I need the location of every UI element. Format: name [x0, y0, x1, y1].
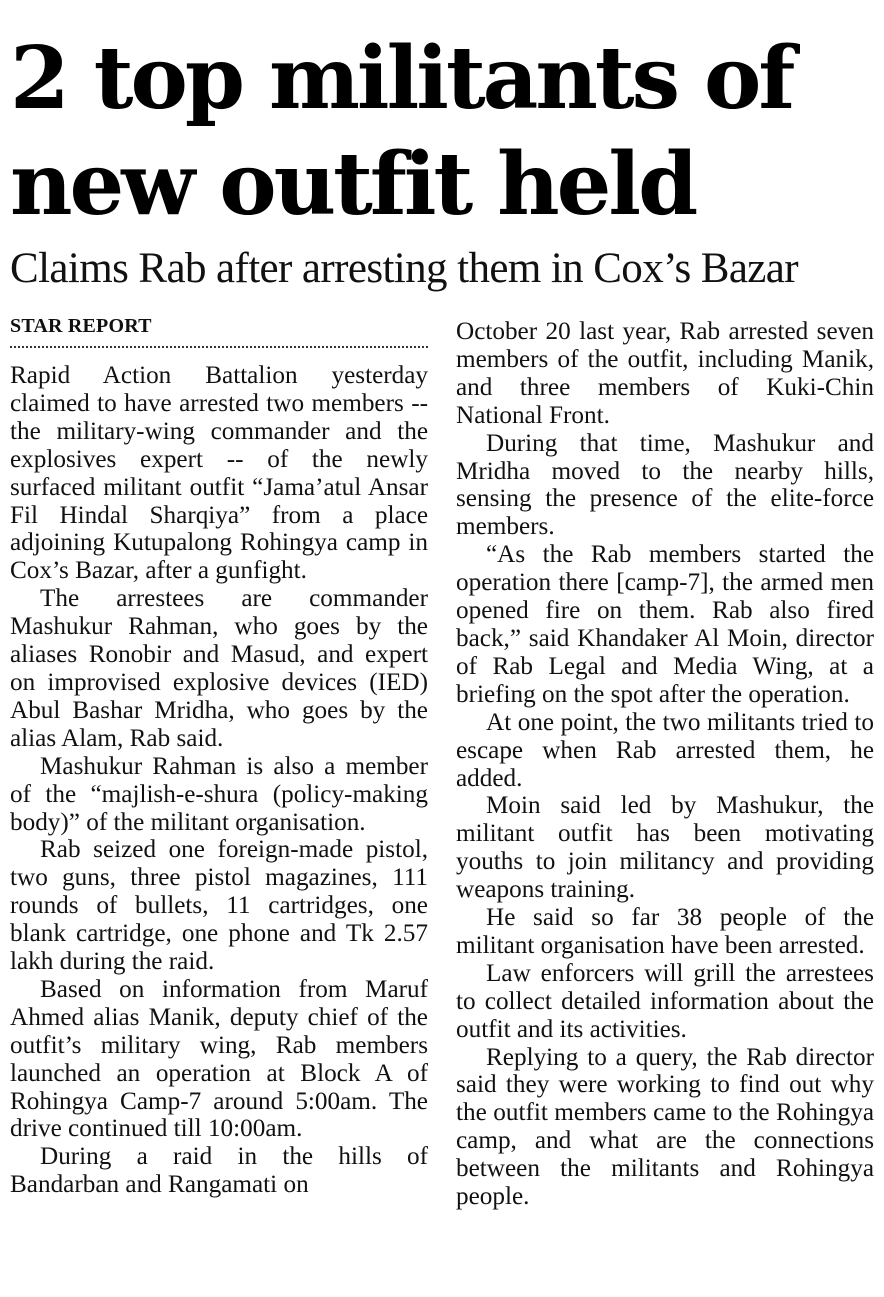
article-paragraph-continued: October 20 last year, Rab arrested seven members of the outfit, including Manik, and three members of Kuki-Chin National Front. — [456, 318, 874, 429]
article-paragraph: Replying to a query, the Rab director said they were working to find out why the outfit members came to the Rohingya camp, and what are the connections between the militants and Rohingya people. — [456, 1043, 874, 1211]
article-paragraph: He said so far 38 people of the militant organisation have been arrested. — [456, 904, 874, 959]
article-column-right — [456, 318, 874, 1211]
article-paragraph: During a raid in the hills of Bandarban and Rangamati on — [10, 1143, 428, 1199]
article-paragraph: Moin said led by Mashukur, the militant outfit has been motivating youths to join militancy and providing weapons training. — [456, 792, 874, 904]
article-paragraph: At one point, the two militants tried to escape when Rab arrested them, he added. — [456, 708, 874, 792]
article-paragraph: Rab seized one foreign-made pistol, two guns, three pistol magazines, 111 rounds of bullets, 11 cartridges, one blank cartridge, one phone and Tk 2.57 lakh during the raid. — [10, 836, 428, 976]
headline-line-2: new outfit held — [10, 134, 696, 235]
article-paragraph: Mashukur Rahman is also a member of the “majlish-e-shura (policy-making body)” of the militant organisation. — [10, 752, 428, 836]
article-paragraph: Rapid Action Battalion yesterday claimed to have arrested two members -- the military-wing commander and the explosives expert -- of the newly surfaced militant outfit “Jama’atul Ansar Fil Hindal Sharqiya” from a place adjoining Kutupalong Rohingya camp in Cox’s Bazar, after a gunfight. — [10, 362, 428, 585]
article-paragraph: Based on information from Maruf Ahmed alias Manik, deputy chief of the outfit’s military wing, Rab members launched an operation at Block A of Rohingya Camp-7 around 5:00am. The drive continued till 10:00am. — [10, 975, 428, 1143]
headline-line-1: 2 top militants of — [10, 28, 793, 129]
article-paragraph: “As the Rab members started the operation there [camp-7], the armed men opened fire on them. Rab also fired back,” said Khandaker Al Moin, director of Rab Legal and Media Wing, at a briefing on the spot after the operation. — [456, 541, 874, 708]
byline: STAR REPORT — [10, 312, 428, 348]
article-paragraph: The arrestees are commander Mashukur Rahman, who goes by the aliases Ronobir and Masud, and expert on improvised explosive devices (IED) Abul Bashar Mridha, who goes by the alias Alam, Rab said. — [10, 585, 428, 752]
subheadline: Claims Rab after arresting them in Cox’s Bazar — [10, 245, 798, 292]
article-column-left — [10, 312, 428, 1199]
article-paragraph: During that time, Mashukur and Mridha moved to the nearby hills, sensing the presence of the elite-force members. — [456, 429, 874, 541]
article-paragraph: Law enforcers will grill the arrestees to collect detailed information about the outfit and its activities. — [456, 959, 874, 1043]
headline — [10, 26, 880, 238]
